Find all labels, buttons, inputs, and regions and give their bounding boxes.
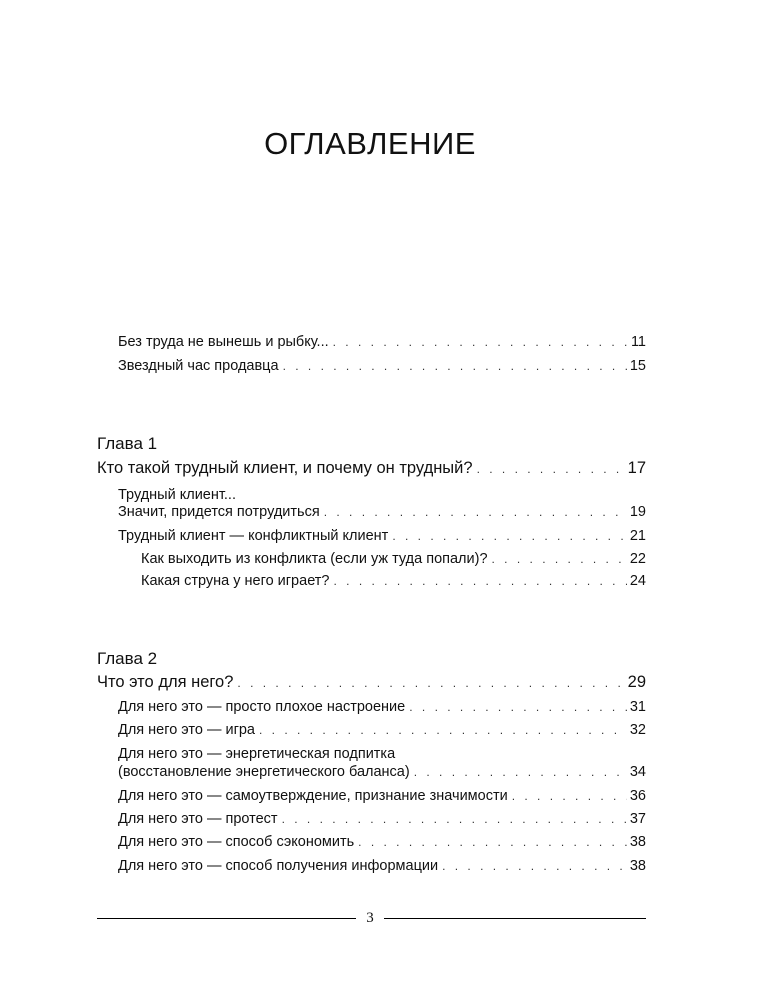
toc-entry-label: Для него это — игра <box>118 722 255 738</box>
toc-leader-dots <box>324 502 627 522</box>
toc-leader-dots <box>333 571 626 591</box>
toc-chapter-title: Что это для него? <box>97 673 234 691</box>
chapter-1-label: Глава 1 <box>97 434 158 453</box>
toc-entry-label: Для него это — самоутверждение, признание значимости <box>118 788 508 804</box>
toc-chapter-2-title[interactable] <box>97 672 646 693</box>
toc-entry-label: Для него это — способ сэкономить <box>118 834 355 850</box>
toc-leader-dots <box>512 786 627 806</box>
toc-page-number: 37 <box>629 811 646 827</box>
toc-leader-dots <box>358 832 627 852</box>
toc-entry-ch2-6[interactable] <box>118 832 646 852</box>
toc-chapter-1-title[interactable] <box>97 458 646 479</box>
toc-entry-label: Для него это — способ получения информации <box>118 858 439 874</box>
toc-entry-ch1-2[interactable] <box>118 526 646 546</box>
toc-page-number: 32 <box>629 722 646 738</box>
toc-page-number: 31 <box>629 699 646 715</box>
toc-entry-label: Какая струна у него играет? <box>141 573 330 589</box>
toc-leader-dots <box>392 526 627 546</box>
toc-page-number: 38 <box>629 858 646 874</box>
chapter-2-label: Глава 2 <box>97 649 158 668</box>
toc-page-number: 38 <box>629 834 646 850</box>
toc-entry-intro-1[interactable] <box>118 332 646 352</box>
toc-entry-label: Звездный час продавца <box>118 358 279 374</box>
toc-entry-ch2-3[interactable] <box>118 762 646 782</box>
toc-entry-label-line1: Для него это — энергетическая подпитка <box>118 746 396 762</box>
toc-page-number: 17 <box>627 459 646 477</box>
toc-entry-ch2-5[interactable] <box>118 809 646 829</box>
toc-entry-label: Для него это — протест <box>118 811 278 827</box>
toc-page-number: 34 <box>629 764 646 780</box>
toc-leader-dots <box>283 356 627 376</box>
toc-entry-ch1-3[interactable] <box>141 549 646 569</box>
toc-entry-ch2-2[interactable] <box>118 720 646 740</box>
toc-leader-dots <box>442 856 627 876</box>
toc-entry-ch2-4[interactable] <box>118 786 646 806</box>
toc-entry-intro-2[interactable] <box>118 356 646 376</box>
toc-entry-ch1-1[interactable] <box>118 502 646 522</box>
toc-page-number: 36 <box>629 788 646 804</box>
toc-entry-label: Как выходить из конфликта (если уж туда попали)? <box>141 551 488 567</box>
toc-leader-dots <box>409 697 627 717</box>
toc-leader-dots <box>492 549 627 569</box>
toc-entry-ch2-7[interactable] <box>118 856 646 876</box>
toc-page-number: 15 <box>629 358 646 374</box>
toc-page-number: 24 <box>629 573 646 589</box>
toc-leader-dots <box>414 762 627 782</box>
toc-entry-label-line1: Трудный клиент... <box>118 487 236 503</box>
toc-entry-label: Для него это — просто плохое настроение <box>118 699 406 715</box>
toc-page-number: 22 <box>629 551 646 567</box>
toc-entry-label: (восстановление энергетического баланса) <box>118 764 410 780</box>
toc-entry-ch1-4[interactable] <box>141 571 646 591</box>
toc-page-number: 21 <box>629 528 646 544</box>
toc-page-number: 29 <box>627 673 646 691</box>
toc-leader-dots <box>477 459 625 479</box>
toc-leader-dots <box>237 673 624 693</box>
footer-page-number: 3 <box>366 910 374 926</box>
toc-page-number: 19 <box>629 504 646 520</box>
page-title: ОГЛАВЛЕНИЕ <box>264 126 476 161</box>
toc-entry-label: Без труда не вынешь и рыбку... <box>118 334 329 350</box>
toc-leader-dots <box>333 332 628 352</box>
toc-entry-label: Значит, придется потрудиться <box>118 504 320 520</box>
toc-entry-label: Трудный клиент — конфликтный клиент <box>118 528 389 544</box>
toc-page-number: 11 <box>630 334 646 350</box>
toc-leader-dots <box>259 720 627 740</box>
toc-entry-ch2-1[interactable] <box>118 697 646 717</box>
footer-rule-right <box>384 918 646 919</box>
toc-leader-dots <box>282 809 627 829</box>
footer-rule-left <box>97 918 356 919</box>
toc-chapter-title: Кто такой трудный клиент, и почему он трудный? <box>97 459 473 477</box>
